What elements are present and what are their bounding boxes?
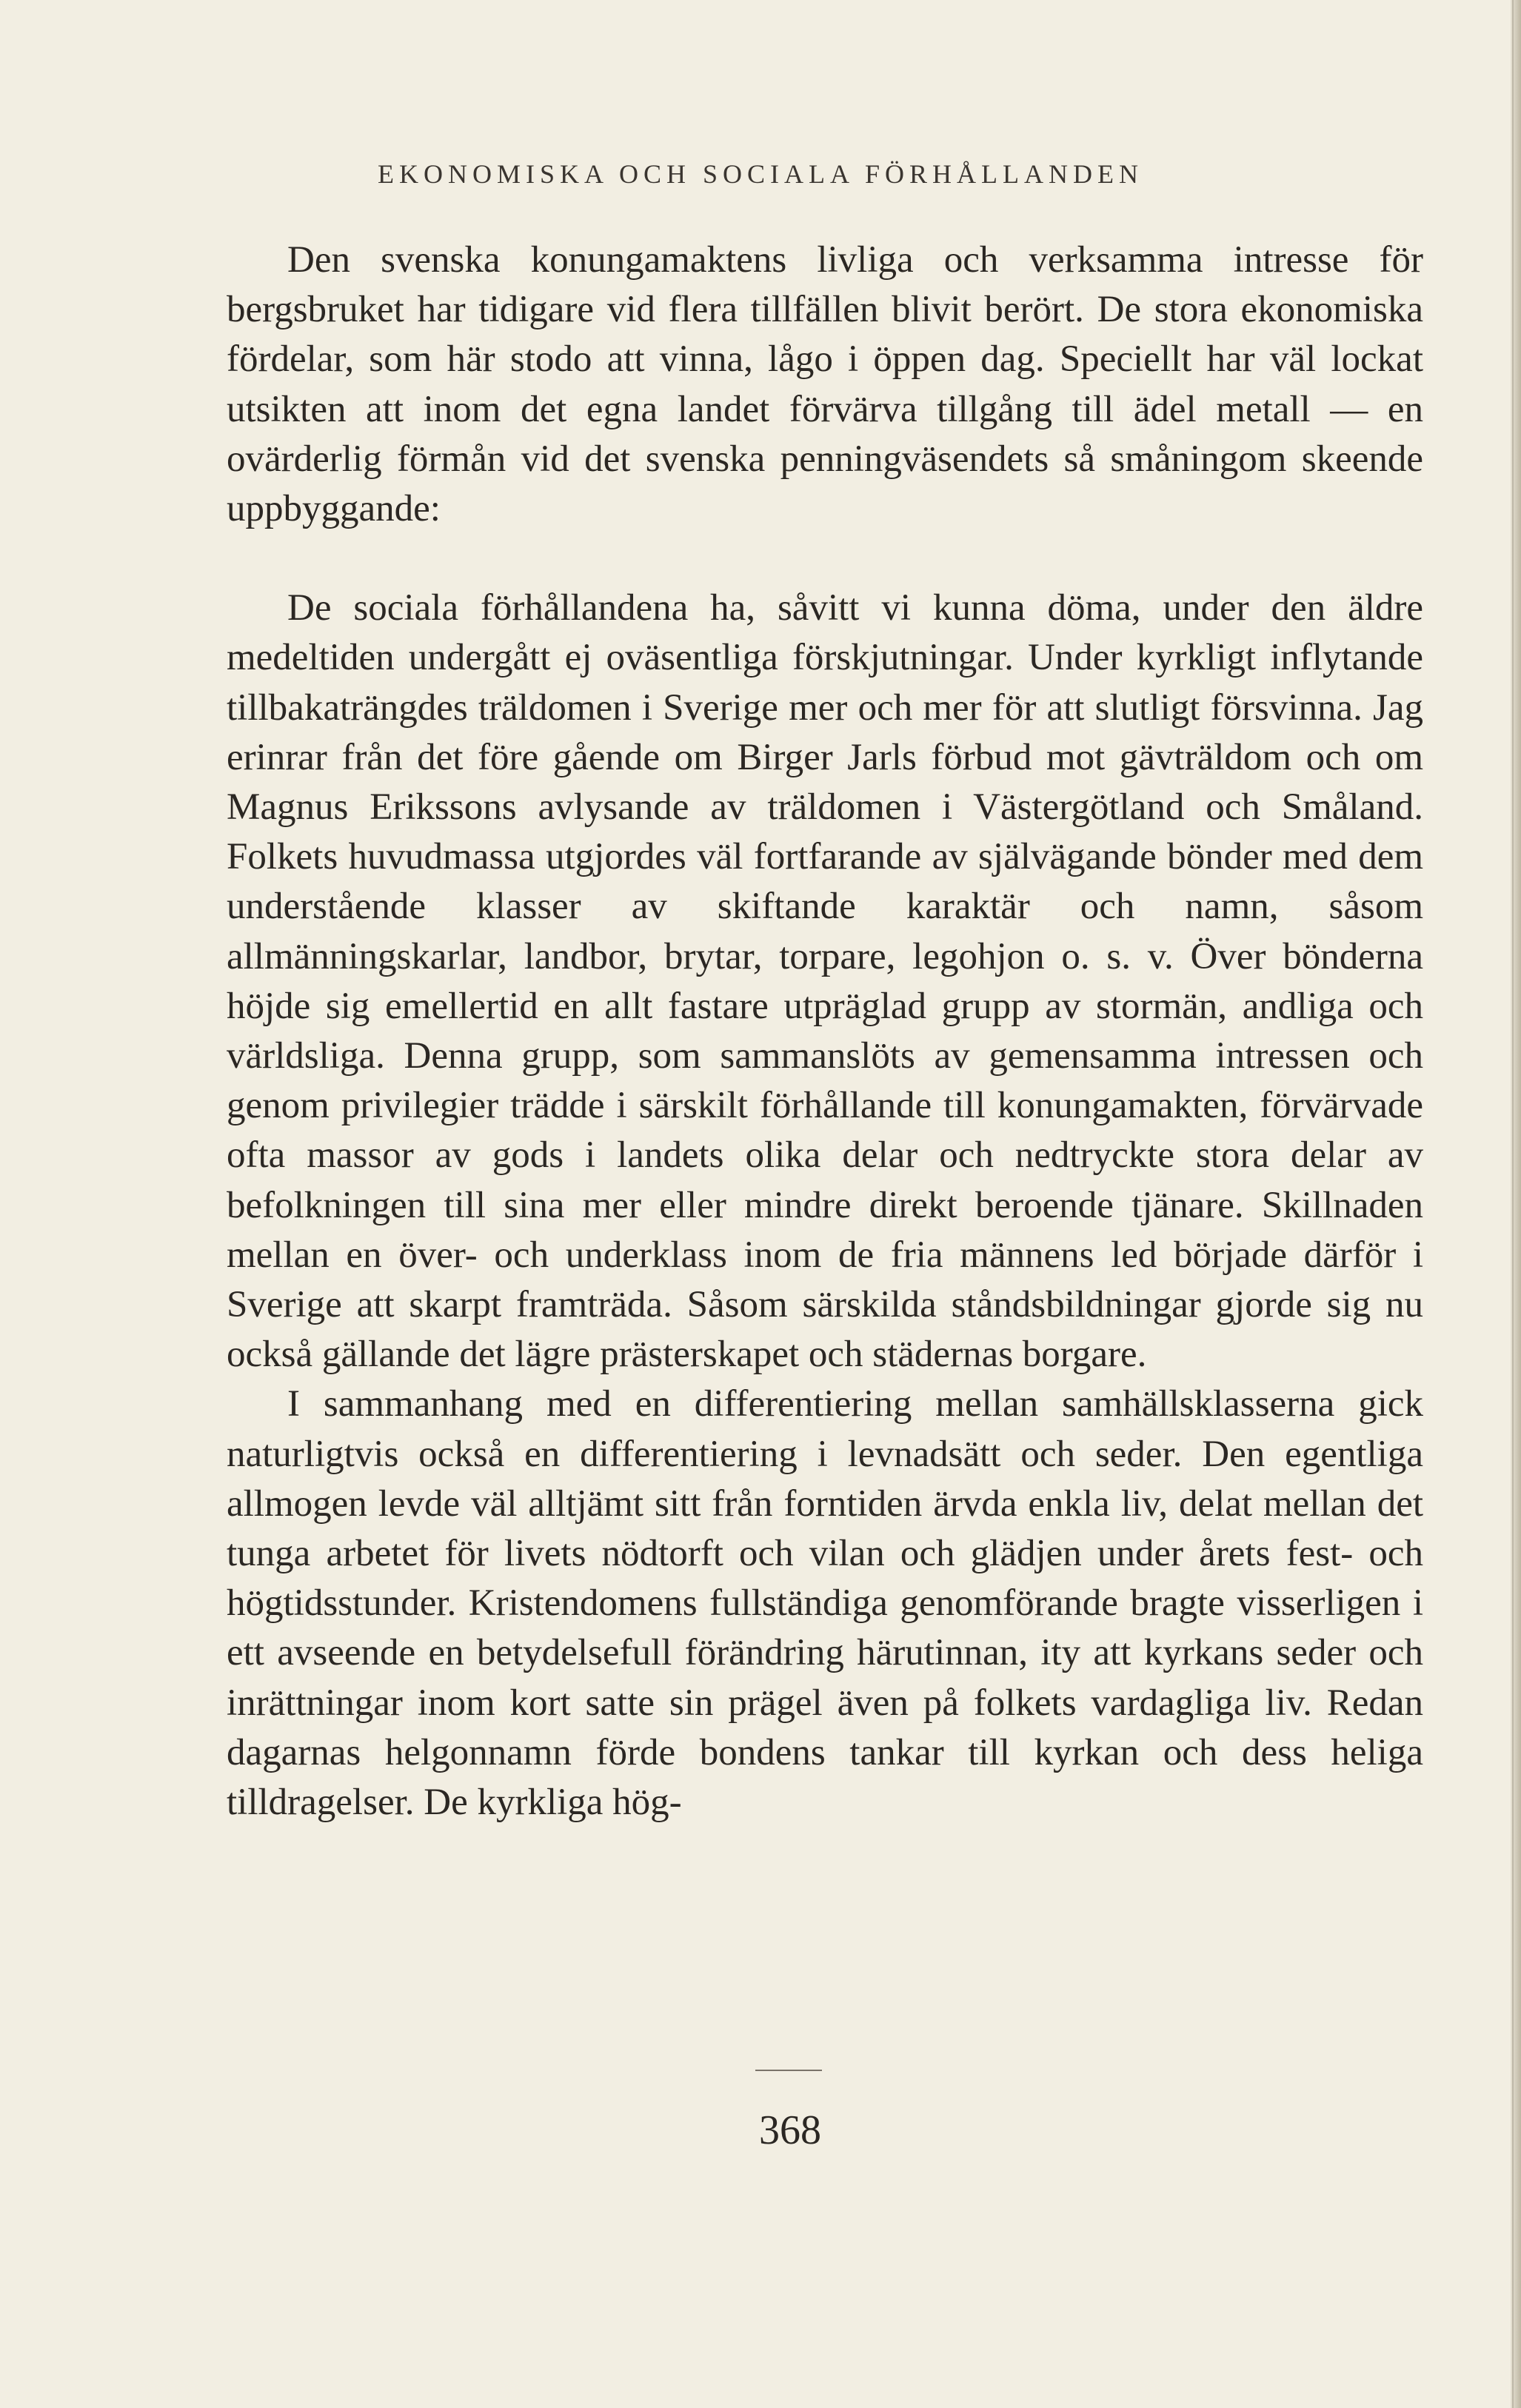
page-edge-line <box>1512 0 1514 2408</box>
paragraph-2: De sociala förhållandena ha, såvitt vi kunna döma, under den äldre medeltiden undergått ej oväsentliga förskjutningar. Under kyrkligt inflytande tillbakaträngdes träldomen i Sverige mer och mer för att slutligt försvinna. Jag erinrar från det före gående om Birger Jarls förbud mot gävträldom och om Magnus Erikssons avlysande av träldomen i Västergötland och Småland. Folkets huvudmassa utgjordes väl fortfarande av självägande bönder med dem understående klasser av skiftande karaktär och namn, såsom allmänningskarlar, landbor, brytar, torpare, legohjon o. s. v. Över bönderna höjde sig emellertid en allt fastare utpräglad grupp av stormän, andliga och världsliga. Denna grupp, som sammanslöts av gemensamma intressen och genom privilegier trädde i särskilt förhållande till konungamakten, förvärvade ofta massor av gods i landets olika delar och nedtryckte stora delar av befolkningen till sina mer eller mindre direkt beroende tjänare. Skillnaden mellan en över- och underklass inom de fria männens led började därför i Sverige att skarpt framträda. Såsom särskilda ståndsbildningar gjorde sig nu också gällande det lägre prästerskapet och städernas borgare. <box>227 587 1423 1376</box>
footer-rule <box>755 2070 822 2071</box>
running-head: EKONOMISKA OCH SOCIALA FÖRHÅLLANDEN <box>377 159 1144 189</box>
paragraph-gap <box>227 534 1423 583</box>
page-number: 368 <box>759 2107 821 2153</box>
body-text <box>227 235 1423 1827</box>
paragraph-1: Den svenska konungamaktens livliga och verksamma intresse för bergsbruket har tidigare vid flera tillfällen blivit berört. De stora ekonomiska fördelar, som här stodo att vinna, lågo i öppen dag. Speciellt har väl lockat utsikten att inom det egna landet förvärva tillgång till ädel metall — en ovärderlig förmån vid det svenska penningväsendets så småningom skeende uppbyggande: <box>227 239 1423 530</box>
paragraph-3: I sammanhang med en differentiering mellan samhällsklasserna gick naturligtvis också en differentiering i levnadsätt och seder. Den egentliga allmogen levde väl alltjämt sitt från forntiden ärvda enkla liv, delat mellan det tunga arbetet för livets nödtorft och vilan och glädjen under årets fest- och högtidsstunder. Kristendomens fullständiga genomförande bragte visserligen i ett avseende en betydelsefull förändring härutinnan, ity att kyrkans seder och inrättningar inom kort satte sin prägel även på folkets vardagliga liv. Redan dagarnas helgonnamn förde bondens tankar till kyrkan och dess heliga tilldragelser. De kyrkliga hög- <box>227 1383 1423 1824</box>
